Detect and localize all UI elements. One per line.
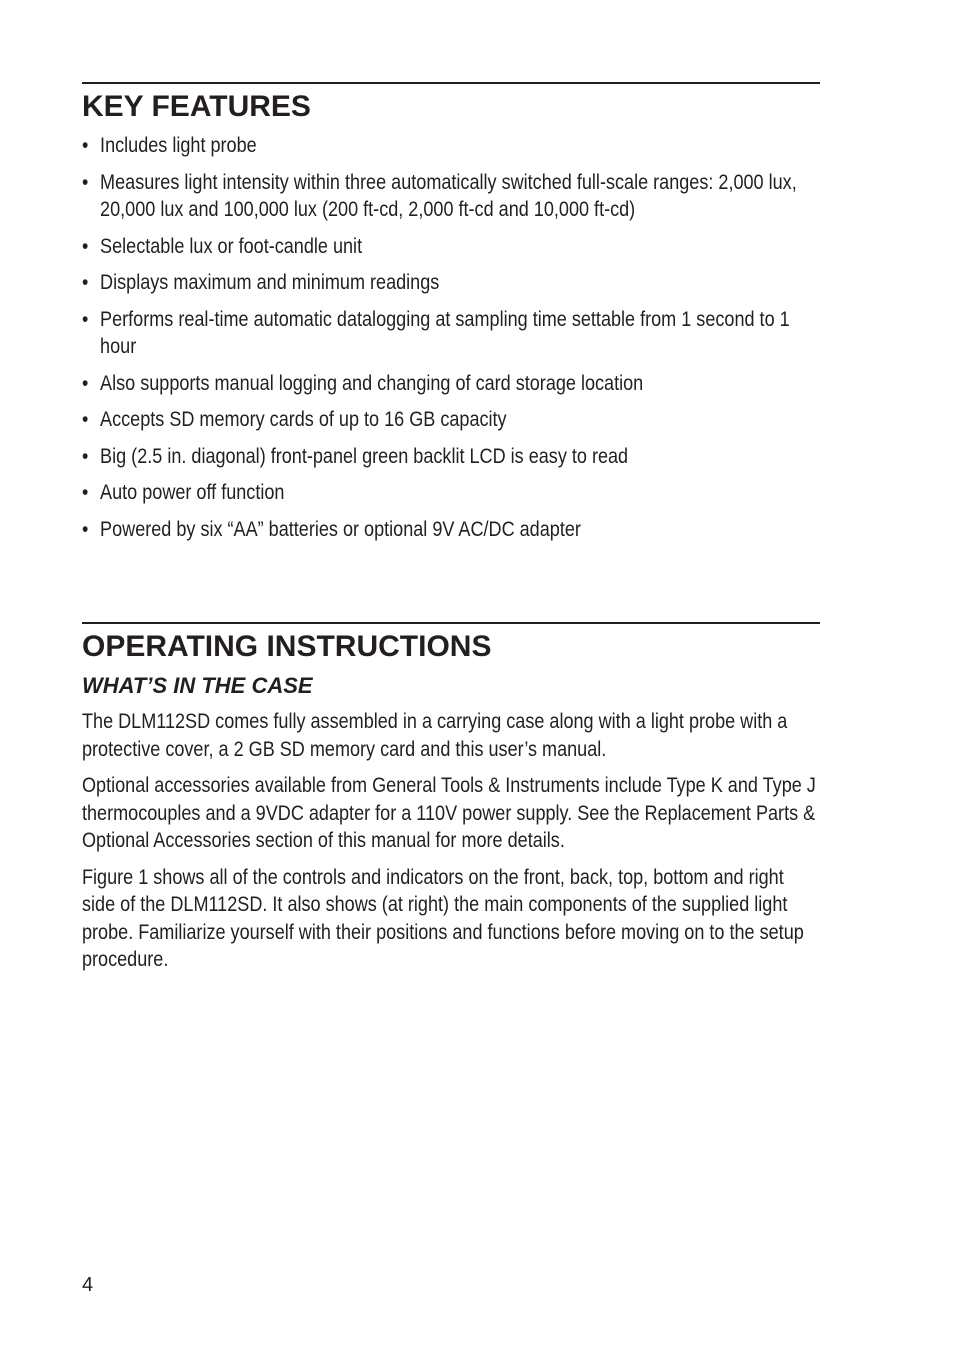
key-features-heading: KEY FEATURES — [82, 90, 311, 123]
feature-text: Measures light intensity within three automatically switched full-scale ranges: 2,000 lux, 20,000 lux and 100,000 lux (200 ft-cd, 2,000 ft-cd and 10,000 ft-cd) — [100, 170, 797, 221]
feature-text: Also supports manual logging and changing of card storage location — [100, 371, 644, 395]
bullet-icon: • — [82, 271, 89, 294]
bullet-icon: • — [82, 408, 89, 431]
feature-text: Includes light probe — [100, 134, 257, 157]
operating-instructions-section — [82, 622, 820, 983]
list-item — [82, 169, 822, 224]
feature-text: Powered by six “AA” batteries or optional 9V AC/DC adapter — [100, 517, 581, 541]
paragraph: Optional accessories available from General Tools & Instruments include Type K and Type J thermocouples and a 9VDC adapter for a 110V power supply. See the Replacement Parts & Optional Accessories section of this manual for more details. — [82, 774, 816, 852]
feature-text: Displays maximum and minimum readings — [100, 271, 440, 294]
bullet-icon: • — [82, 371, 89, 395]
feature-text: Accepts SD memory cards of up to 16 GB capacity — [100, 408, 507, 431]
feature-text: Selectable lux or foot-candle unit — [100, 234, 363, 258]
list-item — [82, 306, 822, 361]
feature-text: Auto power off function — [100, 481, 285, 504]
list-item — [82, 479, 822, 507]
bullet-icon: • — [82, 134, 89, 157]
operating-instructions-heading: OPERATING INSTRUCTIONS — [82, 630, 492, 663]
bullet-icon: • — [82, 481, 89, 504]
feature-text: Big (2.5 in. diagonal) front-panel green backlit LCD is easy to read — [100, 444, 629, 468]
bullet-icon: • — [82, 307, 89, 331]
list-item — [82, 132, 822, 160]
list-item — [82, 269, 822, 297]
list-item — [82, 233, 822, 261]
list-item — [82, 516, 822, 544]
section-divider — [82, 82, 820, 84]
bullet-icon: • — [82, 234, 89, 258]
key-features-section — [82, 82, 820, 552]
page-number: 4 — [82, 1274, 94, 1296]
bullet-icon: • — [82, 517, 89, 541]
bullet-icon: • — [82, 444, 89, 468]
bullet-icon: • — [82, 170, 89, 194]
list-item — [82, 406, 822, 434]
feature-text: Performs real-time automatic datalogging at sampling time settable from 1 second to 1 hour — [100, 307, 790, 358]
paragraph: The DLM112SD comes fully assembled in a carrying case along with a light probe with a protective cover, a 2 GB SD memory card and this user’s manual. — [82, 710, 788, 761]
key-features-body — [82, 132, 822, 543]
section-divider — [82, 622, 820, 624]
list-item — [82, 370, 822, 398]
paragraph: Figure 1 shows all of the controls and indicators on the front, back, top, bottom and right side of the DLM112SD. It also shows (at right) the main components of the supplied light probe. Familiarize yourself with their positions and functions before moving on to the setup procedure. — [82, 865, 804, 971]
feature-list — [82, 132, 822, 543]
list-item — [82, 443, 822, 471]
operating-instructions-body — [82, 708, 822, 974]
whats-in-the-case-subheading: WHAT’S IN THE CASE — [82, 673, 313, 698]
